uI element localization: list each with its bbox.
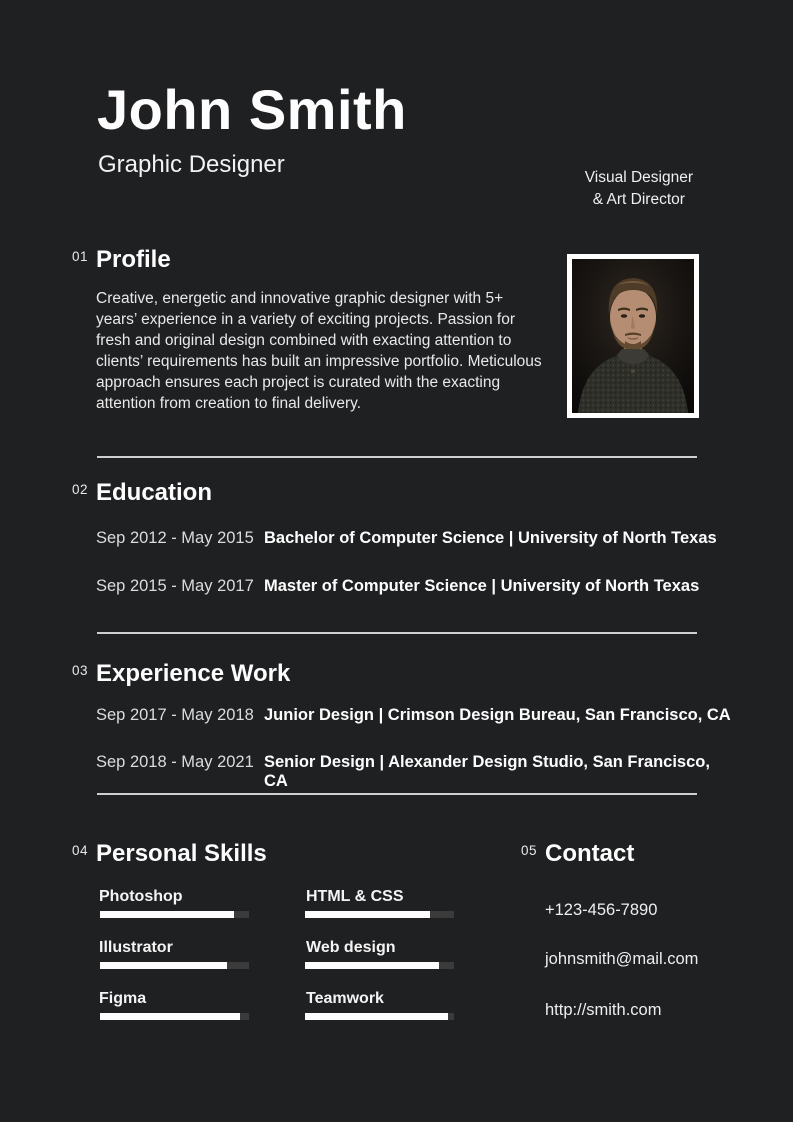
profile-section-title: 01 Profile bbox=[96, 246, 171, 274]
contact-email: johnsmith@mail.com bbox=[545, 950, 699, 968]
skill-bar-fill bbox=[305, 962, 439, 969]
contact-phone: +123-456-7890 bbox=[545, 901, 658, 919]
experience-dates: Sep 2018 - May 2021 bbox=[96, 753, 254, 771]
skill-label: Photoshop bbox=[99, 888, 183, 905]
tagline bbox=[585, 167, 693, 210]
skills-section-number: 04 bbox=[72, 843, 89, 858]
contact-website: http://smith.com bbox=[545, 1001, 662, 1019]
experience-row bbox=[96, 753, 736, 791]
skill-bar-fill bbox=[100, 911, 234, 918]
experience-dates: Sep 2017 - May 2018 bbox=[96, 706, 254, 724]
skill-bar bbox=[305, 911, 454, 918]
skill-bar-fill bbox=[305, 911, 430, 918]
section-divider bbox=[97, 456, 697, 458]
skill-label: Illustrator bbox=[99, 939, 173, 956]
tagline-line-2: & Art Director bbox=[592, 190, 685, 208]
experience-row bbox=[96, 706, 736, 725]
education-row bbox=[96, 577, 736, 596]
skill-label: Teamwork bbox=[306, 990, 384, 1007]
education-dates: Sep 2012 - May 2015 bbox=[96, 529, 254, 547]
skill-label: Web design bbox=[306, 939, 396, 956]
profile-photo bbox=[567, 254, 699, 418]
profile-section-number: 01 bbox=[72, 249, 89, 264]
tagline-line-1: Visual Designer bbox=[584, 169, 693, 186]
person-role: Graphic Designer bbox=[98, 151, 285, 178]
skill-bar bbox=[305, 1013, 454, 1020]
profile-text: Creative, energetic and innovative graphic designer with 5+ years’ experience in a variety of exciting projects. Passion for fresh and original design combined with exacting attention to clients’ requirements has built an impressive portfolio. Meticulous approach ensures each project is curated with the exacting attention from creation to final delivery. bbox=[96, 290, 542, 412]
experience-section-title: 03 Experience Work bbox=[96, 660, 290, 688]
skill-bar-fill bbox=[100, 962, 227, 969]
skill-bar bbox=[305, 962, 454, 969]
experience-section-number: 03 bbox=[72, 663, 89, 678]
contact-section-title: 05 Contact bbox=[545, 840, 634, 868]
education-detail: Bachelor of Computer Science | University of North Texas bbox=[264, 529, 717, 547]
section-divider bbox=[97, 632, 697, 634]
skill-label: Figma bbox=[99, 990, 147, 1007]
education-section-number: 02 bbox=[72, 482, 89, 497]
skill-label: HTML & CSS bbox=[306, 888, 404, 905]
skill-bar bbox=[100, 962, 249, 969]
education-detail: Master of Computer Science | University of North Texas bbox=[264, 577, 700, 595]
skill-bar bbox=[100, 911, 249, 918]
skill-bar-fill bbox=[100, 1013, 240, 1020]
skill-bar bbox=[100, 1013, 249, 1020]
portrait-illustration bbox=[572, 259, 694, 413]
skill-bar-fill bbox=[305, 1013, 448, 1020]
section-divider bbox=[97, 793, 697, 795]
experience-detail: Junior Design | Crimson Design Bureau, San Francisco, CA bbox=[264, 706, 731, 724]
education-section-title: 02 Education bbox=[96, 479, 212, 507]
person-name: John Smith bbox=[97, 78, 407, 141]
education-dates: Sep 2015 - May 2017 bbox=[96, 577, 254, 595]
education-row bbox=[96, 529, 736, 548]
skills-section-title: 04 Personal Skills bbox=[96, 840, 267, 868]
experience-detail: Senior Design | Alexander Design Studio, San Francisco, CA bbox=[264, 753, 710, 790]
contact-section-number: 05 bbox=[521, 843, 538, 858]
